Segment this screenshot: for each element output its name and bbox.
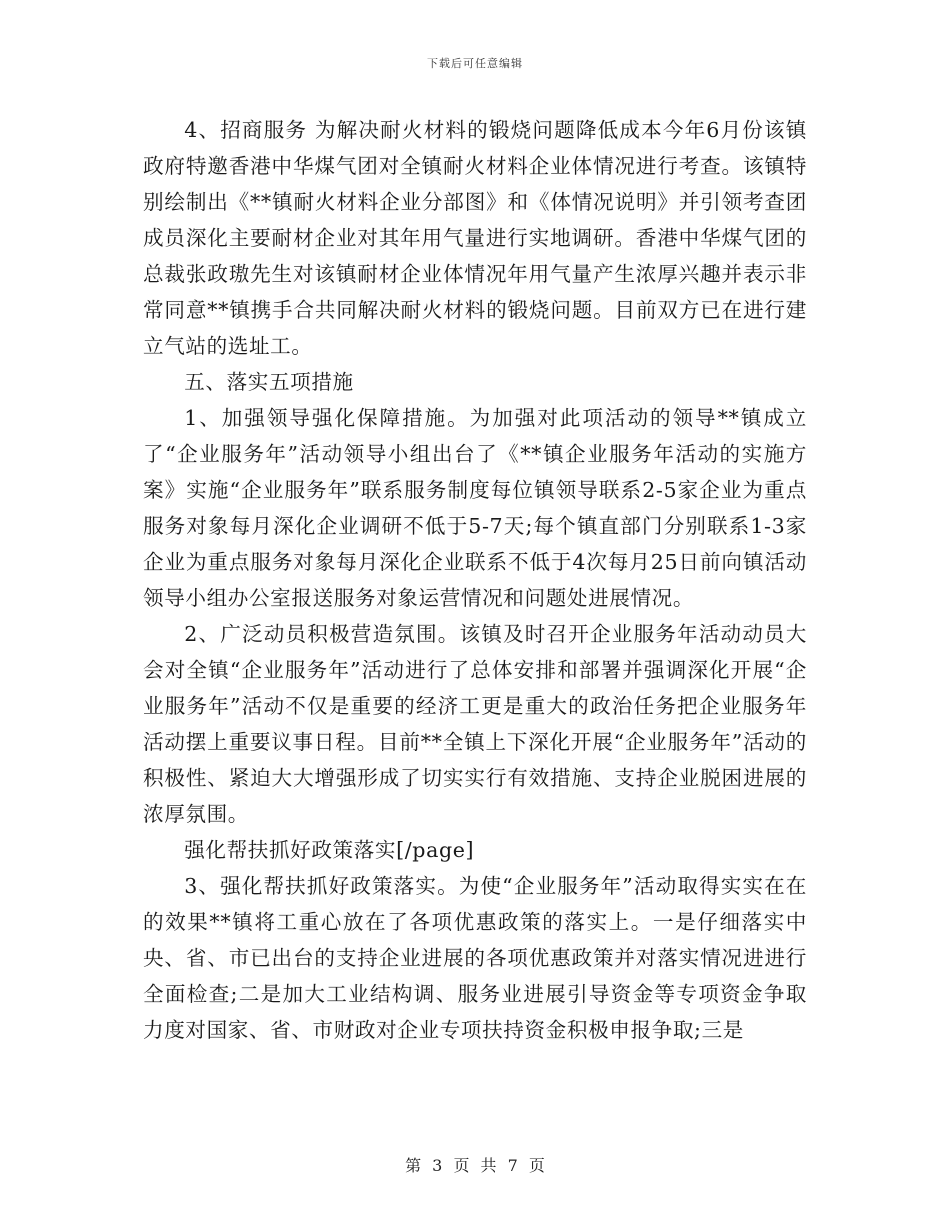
subheading-policy-support: 强化帮扶抓好政策落实[/page]	[184, 838, 475, 862]
header-note: 下载后可任意编辑	[427, 57, 523, 70]
paragraph-investment-service: 4、招商服务 为解决耐火材料的锻烧问题降低成本今年6月份该镇政府特邀香港中华煤气团对全镇耐火材料企业体情况进行考查。该镇特别绘制出《**镇耐火材料企业分部图》和《体情况说明》并引领考查团成员深化主要耐材企业对其年用气量进行实地调研。香港中华煤气团的总裁张政璈先生对该镇耐材企业体情况年用气量产生浓厚兴趣并表示非常同意**镇携手合共同解决耐火材料的锻烧问题。目前双方已在进行建立气站的选址工。	[143, 118, 807, 358]
section-heading-five-measures: 五、落实五项措施	[184, 370, 354, 394]
paragraph-leadership: 1、加强领导强化保障措施。为加强对此项活动的领导**镇成立了“企业服务年”活动领导小组出台了《**镇企业服务年活动的实施方案》实施“企业服务年”联系服务制度每位镇领导联系2-5家企业为重点服务对象每月深化企业调研不低于5-7天;每个镇直部门分别联系1-3家企业为重点服务对象每月深化企业联系不低于4次每月25日前向镇活动领导小组办公室报送服务对象运营情况和问题处进展情况。	[143, 406, 807, 610]
paragraph-policy-implementation: 3、强化帮扶抓好政策落实。为使“企业服务年”活动取得实实在在的效果**镇将工重心放在了各项优惠政策的落实上。一是仔细落实中央、省、市已出台的支持企业进展的各项优惠政策并对落实情况进进行全面检查;二是加大工业结构调、服务业进展引导资金等专项资金争取力度对国家、省、市财政对企业专项扶持资金积极申报争取;三是	[143, 874, 807, 1042]
paragraph-mobilization: 2、广泛动员积极营造氛围。该镇及时召开企业服务年活动动员大会对全镇“企业服务年”活动进行了总体安排和部署并强调深化开展“企业服务年”活动不仅是重要的经济工更是重大的政治任务把企业服务年活动摆上重要议事日程。目前**全镇上下深化开展“企业服务年”活动的积极性、紧迫大大增强形成了切实实行有效措施、支持企业脱困进展的浓厚氛围。	[143, 622, 807, 826]
page-number: 第 3 页 共 7 页	[405, 1156, 545, 1175]
document-body	[143, 112, 807, 1048]
